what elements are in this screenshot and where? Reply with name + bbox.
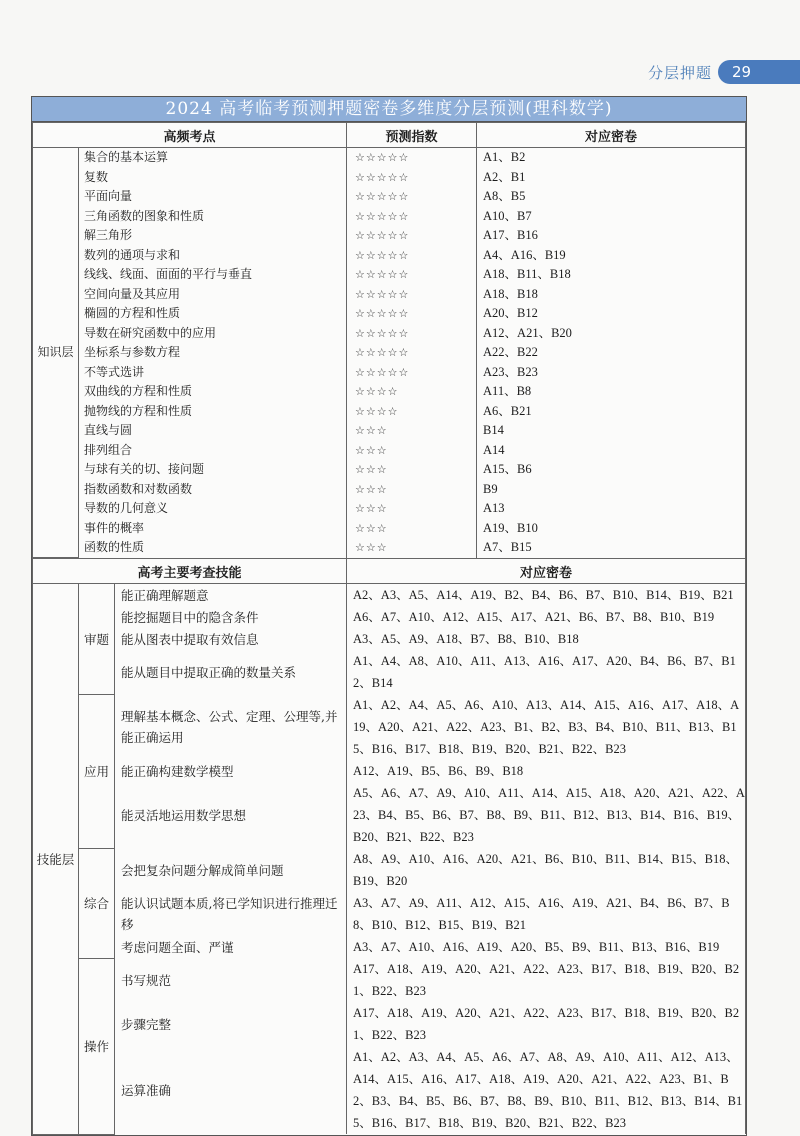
- skill-papers-cell: A2、A3、A5、A14、A19、B2、B4、B6、B7、B10、B14、B19、B21: [347, 584, 746, 607]
- knowledge-table: [32, 122, 746, 558]
- knowledge-row: [33, 324, 746, 344]
- knowledge-row: [33, 207, 746, 227]
- skill-row: [33, 892, 746, 936]
- skill-papers-cell: A8、A9、A10、A16、A20、A21、B6、B10、B11、B14、B15、B18、B19、B20: [347, 848, 746, 892]
- skill-papers-cell: A1、A2、A4、A5、A6、A10、A13、A14、A15、A16、A17、A18、A19、A20、A21、A22、A23、B1、B2、B3、B4、B10、B11、B13、B15、B16、B17、B18、B19、B20、B21、B22、B23: [347, 694, 746, 760]
- knowledge-row: [33, 304, 746, 324]
- papers-cell: A12、A21、B20: [477, 324, 746, 344]
- star-rating: ☆☆☆☆: [347, 402, 477, 422]
- topic-cell: 导数的几何意义: [79, 499, 347, 519]
- page-number-badge: 29: [718, 60, 800, 84]
- knowledge-row: [33, 402, 746, 422]
- topic-cell: 事件的概率: [79, 519, 347, 539]
- skill-row: [33, 650, 746, 694]
- skill-row: [33, 606, 746, 628]
- skills-table: [32, 558, 746, 1135]
- papers-cell: A17、B16: [477, 226, 746, 246]
- star-rating: ☆☆☆: [347, 538, 477, 558]
- prediction-table-document: [31, 96, 747, 1136]
- knowledge-row: [33, 460, 746, 480]
- topic-cell: 数列的通项与求和: [79, 246, 347, 266]
- skill-row: [33, 936, 746, 958]
- star-rating: ☆☆☆☆: [347, 382, 477, 402]
- star-rating: ☆☆☆☆☆: [347, 207, 477, 227]
- topic-cell: 线线、线面、面面的平行与垂直: [79, 265, 347, 285]
- papers-cell: A23、B23: [477, 363, 746, 383]
- skill-category: 应用: [79, 694, 115, 848]
- star-rating: ☆☆☆: [347, 441, 477, 461]
- col-header-topic: 高频考点: [33, 123, 347, 148]
- skill-papers-cell: A5、A6、A7、A9、A10、A11、A14、A15、A18、A20、A21、A22、A23、B4、B5、B6、B7、B8、B9、B11、B12、B13、B14、B16、B19、B20、B21、B22、B23: [347, 782, 746, 848]
- topic-cell: 平面向量: [79, 187, 347, 207]
- skill-row: [33, 628, 746, 650]
- star-rating: ☆☆☆: [347, 460, 477, 480]
- knowledge-row: [33, 421, 746, 441]
- papers-cell: A19、B10: [477, 519, 746, 539]
- skill-papers-cell: A17、A18、A19、A20、A21、A22、A23、B17、B18、B19、B20、B21、B22、B23: [347, 1002, 746, 1046]
- papers-cell: A15、B6: [477, 460, 746, 480]
- star-rating: ☆☆☆☆☆: [347, 285, 477, 305]
- papers-cell: B9: [477, 480, 746, 500]
- knowledge-row: [33, 168, 746, 188]
- col-header-index: 预测指数: [347, 123, 477, 148]
- skill-category: 综合: [79, 848, 115, 958]
- knowledge-row: [33, 246, 746, 266]
- papers-cell: A14: [477, 441, 746, 461]
- knowledge-row: [33, 148, 746, 168]
- star-rating: ☆☆☆☆☆: [347, 168, 477, 188]
- knowledge-row: [33, 382, 746, 402]
- table-banner-title: 2024 高考临考预测押题密卷多维度分层预测(理科数学): [32, 97, 746, 122]
- skill-row: [33, 584, 746, 607]
- papers-cell: A11、B8: [477, 382, 746, 402]
- knowledge-row: [33, 265, 746, 285]
- topic-cell: 坐标系与参数方程: [79, 343, 347, 363]
- star-rating: ☆☆☆: [347, 480, 477, 500]
- knowledge-row: [33, 285, 746, 305]
- star-rating: ☆☆☆☆☆: [347, 265, 477, 285]
- skill-cell: 考虑问题全面、严谨: [115, 936, 347, 958]
- col-header-skill: 高考主要考查技能: [33, 559, 347, 584]
- knowledge-row: [33, 499, 746, 519]
- papers-cell: A13: [477, 499, 746, 519]
- page-header: [0, 60, 800, 86]
- papers-cell: A18、B11、B18: [477, 265, 746, 285]
- papers-cell: A7、B15: [477, 538, 746, 558]
- col-header-skill-papers: 对应密卷: [347, 559, 746, 584]
- papers-cell: A10、B7: [477, 207, 746, 227]
- topic-cell: 解三角形: [79, 226, 347, 246]
- topic-cell: 椭圆的方程和性质: [79, 304, 347, 324]
- papers-cell: A2、B1: [477, 168, 746, 188]
- col-header-papers: 对应密卷: [477, 123, 746, 148]
- skill-papers-cell: A1、A2、A3、A4、A5、A6、A7、A8、A9、A10、A11、A12、A13、A14、A15、A16、A17、A18、A19、A20、A21、A22、A23、B1、B2、B3、B4、B5、B6、B7、B8、B9、B10、B11、B12、B13、B14、B15、B16、B17、B18、B19、B20、B21、B22、B23: [347, 1046, 746, 1134]
- skill-cell: 能从题目中提取正确的数量关系: [115, 650, 347, 694]
- topic-cell: 排列组合: [79, 441, 347, 461]
- star-rating: ☆☆☆: [347, 421, 477, 441]
- skill-cell: 能挖掘题目中的隐含条件: [115, 606, 347, 628]
- topic-cell: 空间向量及其应用: [79, 285, 347, 305]
- skill-row: [33, 782, 746, 848]
- topic-cell: 直线与圆: [79, 421, 347, 441]
- skill-cell: 能正确理解题意: [115, 584, 347, 607]
- skill-cell: 能从图表中提取有效信息: [115, 628, 347, 650]
- topic-cell: 函数的性质: [79, 538, 347, 558]
- layer-label-knowledge: 知识层: [33, 148, 79, 558]
- skill-cell: 能认识试题本质,将已学知识进行推理迁移: [115, 892, 347, 936]
- star-rating: ☆☆☆☆☆: [347, 187, 477, 207]
- star-rating: ☆☆☆☆☆: [347, 246, 477, 266]
- skill-cell: 步骤完整: [115, 1002, 347, 1046]
- skill-row: [33, 760, 746, 782]
- skill-papers-cell: A3、A7、A10、A16、A19、A20、B5、B9、B11、B13、B16、B19: [347, 936, 746, 958]
- topic-cell: 不等式选讲: [79, 363, 347, 383]
- knowledge-row: [33, 519, 746, 539]
- papers-cell: A6、B21: [477, 402, 746, 422]
- papers-cell: A8、B5: [477, 187, 746, 207]
- star-rating: ☆☆☆: [347, 519, 477, 539]
- skill-cell: 理解基本概念、公式、定理、公理等,并能正确运用: [115, 694, 347, 760]
- knowledge-row: [33, 187, 746, 207]
- star-rating: ☆☆☆☆☆: [347, 343, 477, 363]
- papers-cell: A22、B22: [477, 343, 746, 363]
- skill-papers-cell: A17、A18、A19、A20、A21、A22、A23、B17、B18、B19、B20、B21、B22、B23: [347, 958, 746, 1002]
- star-rating: ☆☆☆☆☆: [347, 363, 477, 383]
- papers-cell: A20、B12: [477, 304, 746, 324]
- topic-cell: 三角函数的图象和性质: [79, 207, 347, 227]
- papers-cell: A1、B2: [477, 148, 746, 168]
- star-rating: ☆☆☆☆☆: [347, 148, 477, 168]
- skill-category: 操作: [79, 958, 115, 1134]
- knowledge-row: [33, 538, 746, 558]
- skill-category: 审题: [79, 584, 115, 695]
- skill-row: [33, 1002, 746, 1046]
- skill-row: [33, 958, 746, 1002]
- star-rating: ☆☆☆☆☆: [347, 304, 477, 324]
- section-title: 分层押题: [647, 64, 712, 82]
- star-rating: ☆☆☆☆☆: [347, 324, 477, 344]
- topic-cell: 指数函数和对数函数: [79, 480, 347, 500]
- skill-row: [33, 1046, 746, 1134]
- topic-cell: 抛物线的方程和性质: [79, 402, 347, 422]
- skill-papers-cell: A6、A7、A10、A12、A15、A17、A21、B6、B7、B8、B10、B19: [347, 606, 746, 628]
- skill-cell: 会把复杂问题分解成简单问题: [115, 848, 347, 892]
- skill-cell: 运算准确: [115, 1046, 347, 1134]
- knowledge-row: [33, 343, 746, 363]
- topic-cell: 与球有关的切、接问题: [79, 460, 347, 480]
- skill-row: [33, 694, 746, 760]
- knowledge-row: [33, 226, 746, 246]
- skill-papers-cell: A3、A7、A9、A11、A12、A15、A16、A19、A21、B4、B6、B7、B8、B10、B12、B15、B19、B21: [347, 892, 746, 936]
- skill-cell: 能灵活地运用数学思想: [115, 782, 347, 848]
- papers-cell: A4、A16、B19: [477, 246, 746, 266]
- skill-row: [33, 848, 746, 892]
- skill-cell: 能正确构建数学模型: [115, 760, 347, 782]
- layer-label-skills: 技能层: [33, 584, 79, 1135]
- papers-cell: B14: [477, 421, 746, 441]
- topic-cell: 双曲线的方程和性质: [79, 382, 347, 402]
- topic-cell: 导数在研究函数中的应用: [79, 324, 347, 344]
- star-rating: ☆☆☆: [347, 499, 477, 519]
- knowledge-row: [33, 480, 746, 500]
- skill-papers-cell: A1、A4、A8、A10、A11、A13、A16、A17、A20、B4、B6、B7、B12、B14: [347, 650, 746, 694]
- topic-cell: 复数: [79, 168, 347, 188]
- skill-papers-cell: A12、A19、B5、B6、B9、B18: [347, 760, 746, 782]
- skill-cell: 书写规范: [115, 958, 347, 1002]
- star-rating: ☆☆☆☆☆: [347, 226, 477, 246]
- topic-cell: 集合的基本运算: [79, 148, 347, 168]
- papers-cell: A18、B18: [477, 285, 746, 305]
- skill-papers-cell: A3、A5、A9、A18、B7、B8、B10、B18: [347, 628, 746, 650]
- knowledge-row: [33, 363, 746, 383]
- knowledge-row: [33, 441, 746, 461]
